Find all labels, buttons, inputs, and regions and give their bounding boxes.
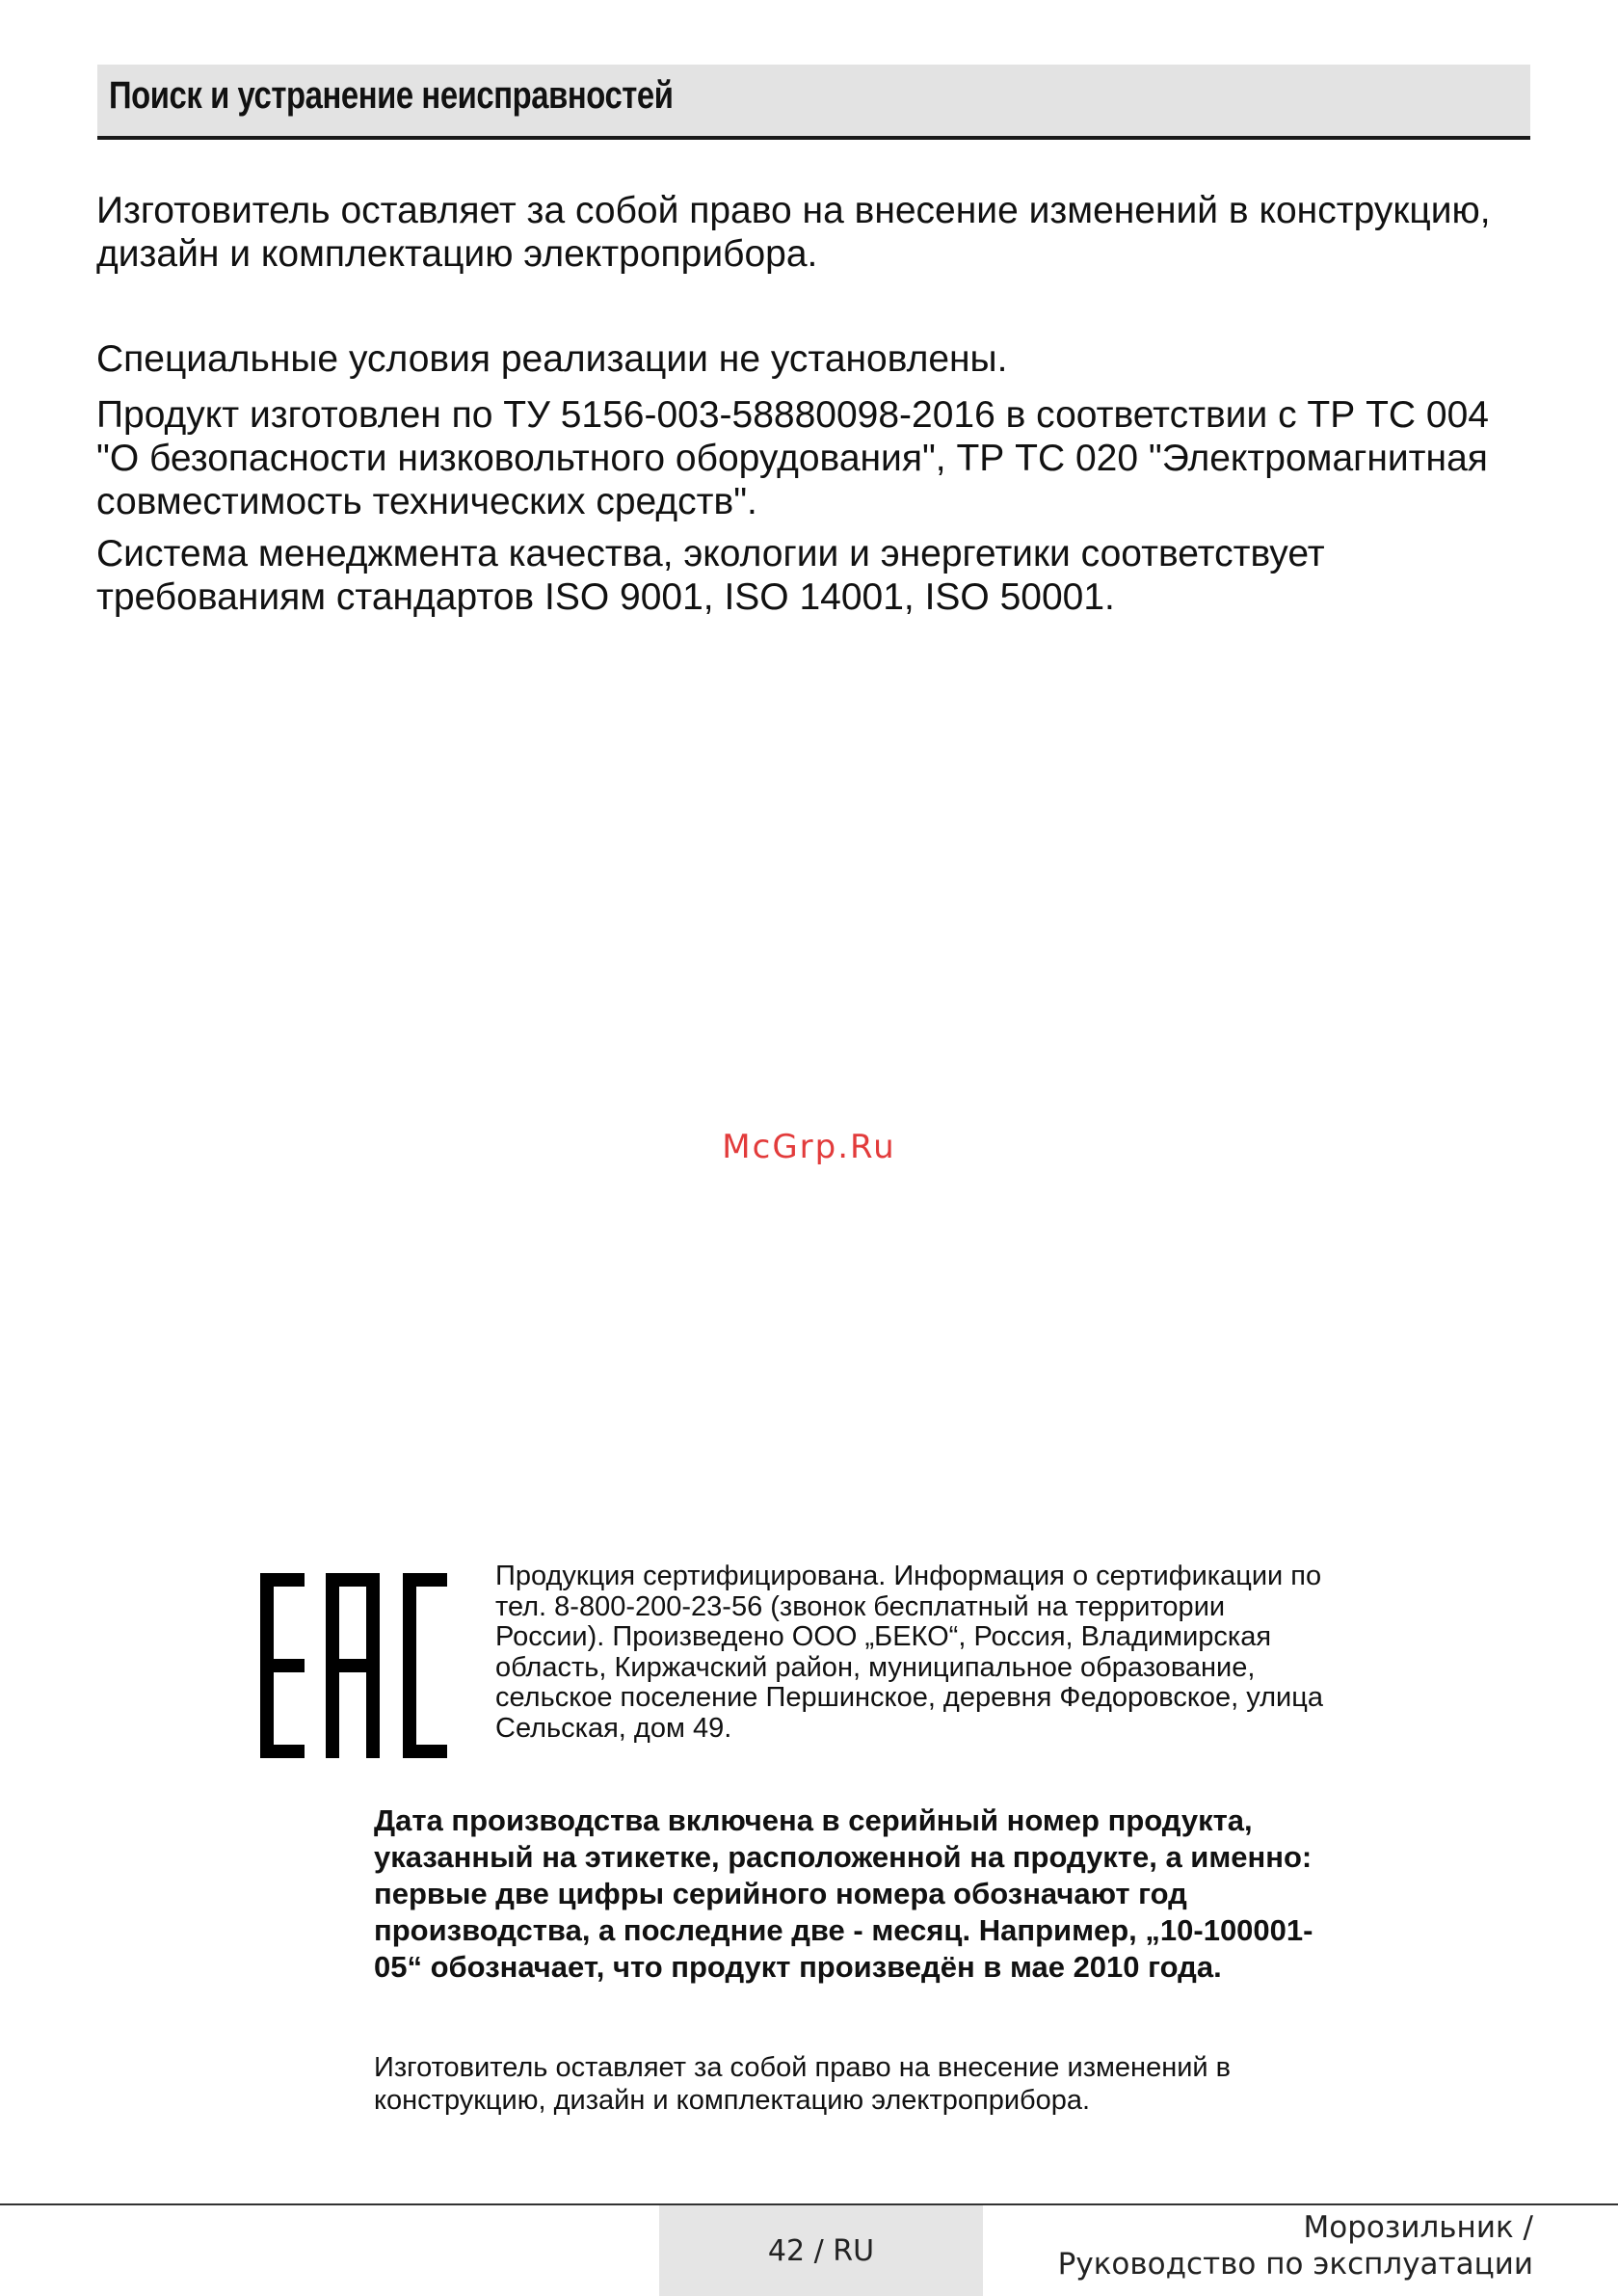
production-date-note: Дата производства включена в серийный номер продукта, указанный на этикетке, расположенной на продукте, а именно: первые две цифры серийного номера обозначают год производства, а последние две - месяц. Например, „10-100001-05“ обозначает, что продукт произведён в мае 2010 года.	[374, 1803, 1313, 1984]
page-number: 42 / RU	[659, 2205, 983, 2296]
footer-doc-line-1: Морозильник /	[1303, 2210, 1533, 2245]
eac-logo-icon	[258, 1569, 451, 1762]
paragraph-technical-specs: Продукт изготовлен по ТУ 5156-003-58880098-2016 в соответствии с ТР ТС 004 "О безопасности низковольтного оборудования", ТР ТС 020 "Электромагнитная совместимость технических средств".	[96, 394, 1489, 522]
section-header	[97, 65, 1530, 140]
paragraph-sales-conditions: Специальные условия реализации не установлены.	[96, 338, 1008, 380]
watermark-text: McGrp.Ru	[722, 1128, 896, 1166]
paragraph-quality-management: Система менеджмента качества, экологии и энергетики соответствует требованиям стандартов ISO 9001, ISO 14001, ISO 50001.	[96, 533, 1325, 618]
manufacturer-reserve-note: Изготовитель оставляет за собой право на внесение изменений в конструкцию, дизайн и комплектацию электроприбора.	[374, 2052, 1232, 2116]
footer-doc-line-2: Руководство по эксплуатации	[1057, 2247, 1533, 2282]
section-title: Поиск и устранение неисправностей	[109, 74, 674, 117]
paragraph-manufacturer-rights: Изготовитель оставляет за собой право на внесение изменений в конструкцию, дизайн и комплектацию электроприбора.	[96, 190, 1491, 275]
certification-text: Продукция сертифицирована. Информация о сертификации по тел. 8-800-200-23-56 (звонок бесплатный на территории России). Произведено ООО „БЕКО“, Россия, Владимирская область, Киржачский район, муниципальное образование, сельское поселение Першинское, деревня Федоровское, улица Сельская, дом 49.	[495, 1561, 1323, 1744]
footer-document-title	[1058, 2209, 1533, 2283]
